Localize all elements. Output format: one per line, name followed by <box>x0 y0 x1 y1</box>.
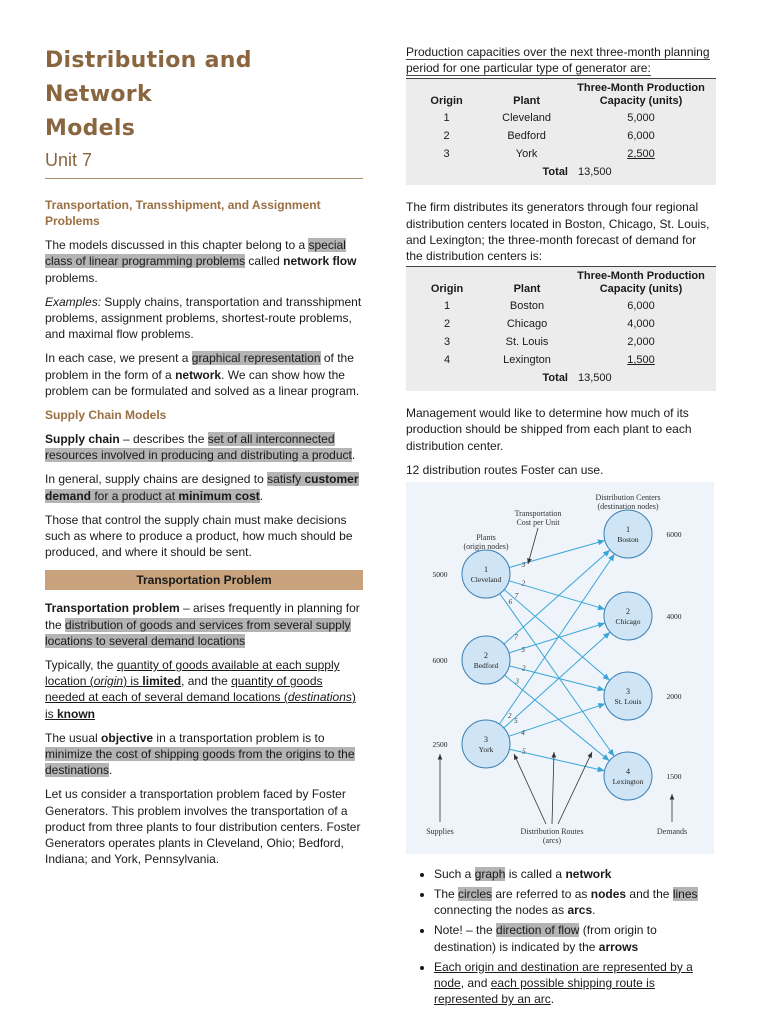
plants-sub: (origin nodes) <box>463 541 509 551</box>
demands-label: Demands <box>656 826 688 836</box>
route-cost-label: 7 <box>514 633 518 642</box>
origin-node-1 <box>433 550 511 598</box>
supplies-label: Supplies <box>426 826 454 836</box>
network-svg <box>406 482 714 854</box>
route-cost-label: 3 <box>521 560 526 569</box>
destination-node-1-demand: 6000 <box>666 529 682 539</box>
supply-header-origin: Origin <box>430 95 463 108</box>
origin-node-3-name: York <box>478 744 494 754</box>
route-cost-label: 4 <box>521 728 525 737</box>
paragraph-decisions: Those that control the supply chain must make decisions such as where to produce a product, how much should be produced, and where it should be sent. <box>45 512 353 560</box>
route-arc-1-4 <box>500 594 614 757</box>
origin-node-3-number: 3 <box>484 734 488 744</box>
destination-node-1-circle <box>604 510 652 558</box>
route-arc-3-2 <box>504 632 610 728</box>
route-cost-label: 2 <box>508 711 512 720</box>
demand-header-origin: Origin <box>430 283 464 296</box>
destination-node-4 <box>604 752 682 800</box>
origin-node-3 <box>433 720 511 768</box>
paragraph-typically: Typically, the quantity of goods available at each supply location (origin) is limited, and the quantity of goods needed at each of several demand locations (destinations) is known <box>45 658 356 721</box>
section-heading-scm: Supply Chain Models <box>45 407 167 422</box>
table-row: 2 Chicago 4,000 <box>443 318 655 331</box>
bullet-list <box>406 866 716 1008</box>
paragraph-routes: 12 distribution routes Foster can use. <box>406 462 604 477</box>
dc-label: Distribution Centers <box>595 492 661 502</box>
table-total-row: Total 13,500 <box>542 372 612 385</box>
table-row: 3 St. Louis 2,000 <box>443 336 655 349</box>
origin-node-1-number: 1 <box>484 564 488 574</box>
destination-node-2-demand: 4000 <box>666 611 682 621</box>
paragraph-demand: In general, supply chains are designed to satisfy customer demand for a product at minimum cost. <box>45 472 359 503</box>
origin-node-3-supply: 2500 <box>432 739 448 749</box>
origin-node-2-name: Bedford <box>473 660 499 670</box>
origin-node-2-number: 2 <box>484 650 488 660</box>
route-cost-label: 7 <box>514 592 519 601</box>
demand-table <box>406 266 716 391</box>
list-item: • Each origin and destination are represented by a node, and each possible shipping route is represented by an arc. <box>434 959 716 1008</box>
network-diagram <box>406 482 714 854</box>
origin-node-1-supply: 5000 <box>432 569 448 579</box>
list-item: • Note! – the direction of flow (from origin to destination) is indicated by the arrows <box>434 922 716 954</box>
transportation-banner: Transportation Problem <box>45 570 363 590</box>
demand-header-plant: Plant <box>513 283 541 296</box>
destination-node-3-circle <box>604 672 652 720</box>
table-row: 1 Cleveland 5,000 <box>443 112 655 125</box>
destination-node-2 <box>604 592 682 640</box>
origin-node-1-name: Cleveland <box>470 574 502 584</box>
destination-node-4-name: Lexington <box>612 776 644 786</box>
right-column <box>406 44 716 1011</box>
route-cost-label: 5 <box>522 747 526 756</box>
list-item: • The circles are referred to as nodes and the lines connecting the nodes as arcs. <box>434 886 716 918</box>
table-row: 1 Boston 6,000 <box>443 300 655 313</box>
title-rule <box>45 178 363 179</box>
destination-node-1 <box>604 510 682 558</box>
supply-header-capacity: Three-Month Production Capacity (units) <box>577 82 705 108</box>
paragraph-objective: The usual objective in a transportation problem is to minimize the cost of shipping goods from the origins to the destinations. <box>45 730 355 778</box>
plants-label: Plants <box>476 532 496 542</box>
supply-table <box>406 78 716 185</box>
paragraph-graphical: In each case, we present a graphical representation of the problem in the form of a network. We can show how the problem can be formulated and solved as a linear program. <box>45 351 360 398</box>
origin-node-1-circle <box>462 550 510 598</box>
route-cost-label: 3 <box>515 677 519 686</box>
route-cost-label: 2 <box>521 664 526 673</box>
routes-label-2: (arcs) <box>542 835 562 845</box>
section-heading-tta: Transportation, Transshipment, and Assignment Problems <box>45 198 321 229</box>
table-total-row: Total 13,500 <box>542 166 612 179</box>
unit-label: Unit 7 <box>45 150 93 170</box>
route-cost-label: 6 <box>508 597 513 606</box>
supply-header-plant: Plant <box>513 95 541 108</box>
dc-sub: (destination nodes) <box>597 501 659 511</box>
route-cost-label: 2 <box>521 579 526 588</box>
destination-node-4-circle <box>604 752 652 800</box>
paragraph-foster: Let us consider a transportation problem faced by Foster Generators. This problem involves the transportation of a product from three plants to four distribution centers. Foster Generators operates plants in Cleveland, Ohio; Bedford, Indiana; and York, Pennsylvania. <box>45 787 361 867</box>
destination-node-1-number: 1 <box>626 524 630 534</box>
route-cost-label: 5 <box>514 717 518 726</box>
origin-node-2-circle <box>462 636 510 684</box>
destination-node-3 <box>604 672 682 720</box>
destination-node-3-number: 3 <box>626 686 630 696</box>
destination-node-1-name: Boston <box>617 534 639 544</box>
route-arc-2-4 <box>505 675 610 761</box>
demand-header-capacity: Three-Month Production Capacity (units) <box>577 270 705 296</box>
destination-node-2-name: Chicago <box>615 616 641 626</box>
list-item: • Such a graph is called a network <box>434 866 716 882</box>
table-row: 3 York 2,500 <box>443 148 655 161</box>
destination-node-4-demand: 1500 <box>666 771 682 781</box>
destination-node-3-demand: 2000 <box>666 691 682 701</box>
paragraph-network-flow: The models discussed in this chapter belong to a special class of linear programming problems called network flow problems. <box>45 238 357 285</box>
destination-node-2-number: 2 <box>626 606 630 616</box>
route-arc-1-3 <box>504 590 610 681</box>
tc-label-2: Cost per Unit <box>516 517 560 527</box>
paragraph-capacities: Production capacities over the next three-month planning period for one particular type of generator are: <box>406 45 710 76</box>
paragraph-supply-chain: Supply chain – describes the set of all interconnected resources involved in producing and distributing a product. <box>45 431 356 463</box>
route-cost-label: 5 <box>521 645 525 654</box>
routes-label-1: Distribution Routes <box>520 826 584 836</box>
table-row: 4 Lexington 1,500 <box>443 354 655 367</box>
origin-node-3-circle <box>462 720 510 768</box>
table-row: 2 Bedford 6,000 <box>443 130 655 143</box>
destination-node-3-name: St. Louis <box>614 696 642 706</box>
paragraph-demand-intro: The firm distributes its generators through four regional distribution centers located in Boston, Chicago, St. Louis, and Lexington; the three-month forecast of demand for the distribution centers is: <box>406 200 710 263</box>
left-column <box>45 44 363 875</box>
destination-node-2-circle <box>604 592 652 640</box>
origin-node-2-supply: 6000 <box>432 655 448 665</box>
origin-node-2 <box>433 636 511 684</box>
destination-node-4-number: 4 <box>626 766 630 776</box>
tc-label-1: Transportation <box>514 508 562 518</box>
page-title: Distribution and Network Models <box>45 48 252 141</box>
paragraph-transportation: Transportation problem – arises frequently in planning for the distribution of goods and services from several supply locations to several demand locations <box>45 601 360 648</box>
paragraph-examples: Examples: Supply chains, transportation and transshipment problems, assignment problems, shortest-route problems, and maximal flow problems. <box>45 294 362 342</box>
paragraph-management: Management would like to determine how much of its production should be shipped from each plant to each distribution center. <box>406 406 692 453</box>
